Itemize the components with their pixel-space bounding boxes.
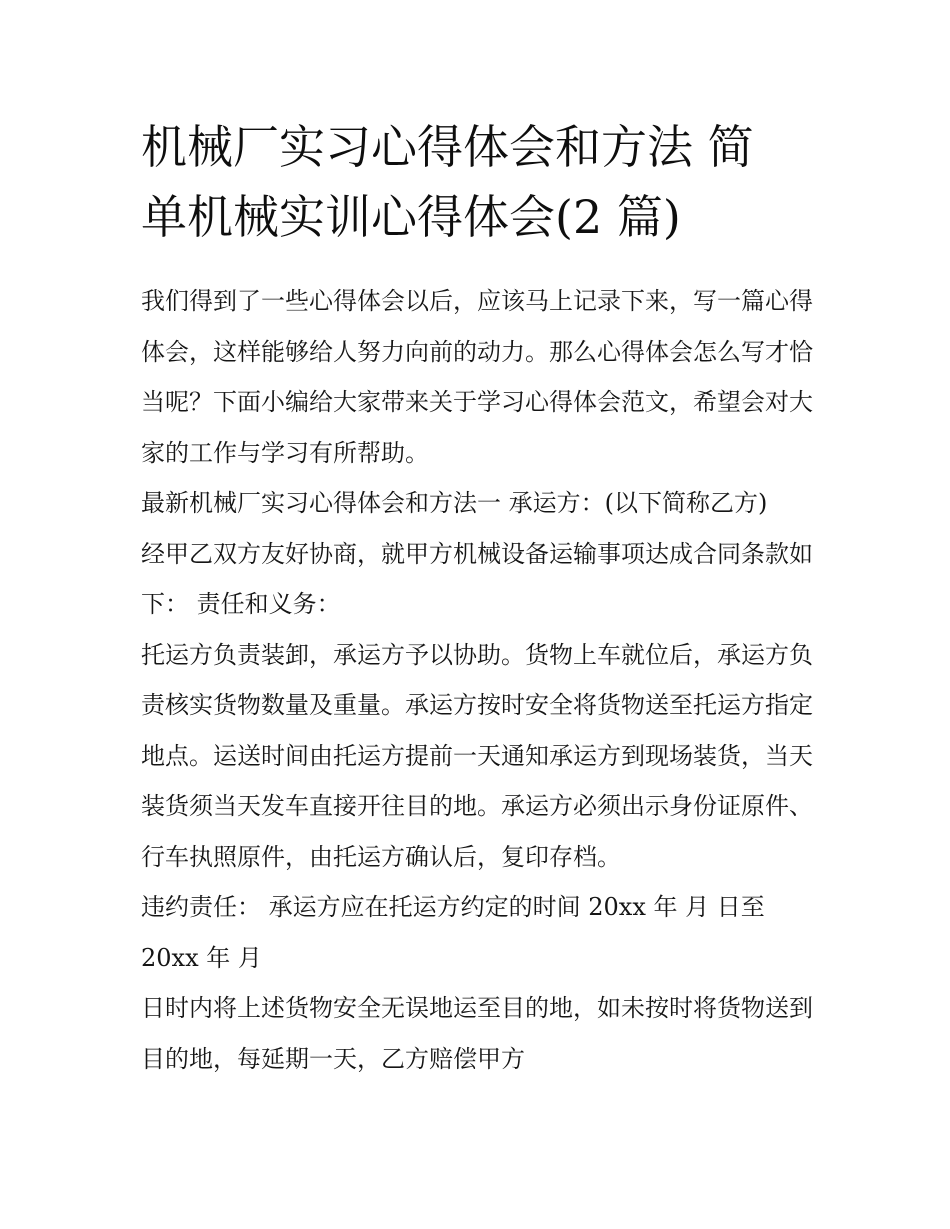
document-title (141, 112, 817, 252)
section-heading-paragraph: 最新机械厂实习心得体会和方法一 承运方：(以下简称乙方) (141, 489, 768, 517)
intro-paragraph: 我们得到了一些心得体会以后，应该马上记录下来，写一篇心得体会，这样能够给人努力向前的动力。那么心得体会怎么写才恰当呢？下面小编给大家带来关于学习心得体会范文，希望会对大家的工作与学习有所帮助。 (141, 287, 813, 467)
compensation-paragraph: 日时内将上述货物安全无误地运至目的地，如未按时将货物送到目的地，每延期一天，乙方赔偿甲方 (141, 994, 813, 1073)
liability-paragraph: 违约责任： 承运方应在托运方约定的时间 20xx 年 月 日至 (141, 893, 765, 921)
date-paragraph: 20xx 年 月 (141, 943, 262, 972)
agreement-paragraph: 经甲乙双方友好协商，就甲方机械设备运输事项达成合同条款如下： 责任和义务： (141, 539, 813, 618)
title-line-2: 单机械实训心得体会(2 篇) (141, 190, 681, 244)
title-line-1: 机械厂实习心得体会和方法 简 (141, 120, 754, 174)
document-body (141, 112, 817, 1084)
duties-paragraph: 托运方负责装卸，承运方予以协助。货物上车就位后，承运方负责核实货物数量及重量。承运方按时安全将货物送至托运方指定地点。运送时间由托运方提前一天通知承运方到现场装货，当天装货须当天发车直接开往目的地。承运方必须出示身份证原件、行车执照原件，由托运方确认后，复印存档。 (141, 640, 813, 871)
